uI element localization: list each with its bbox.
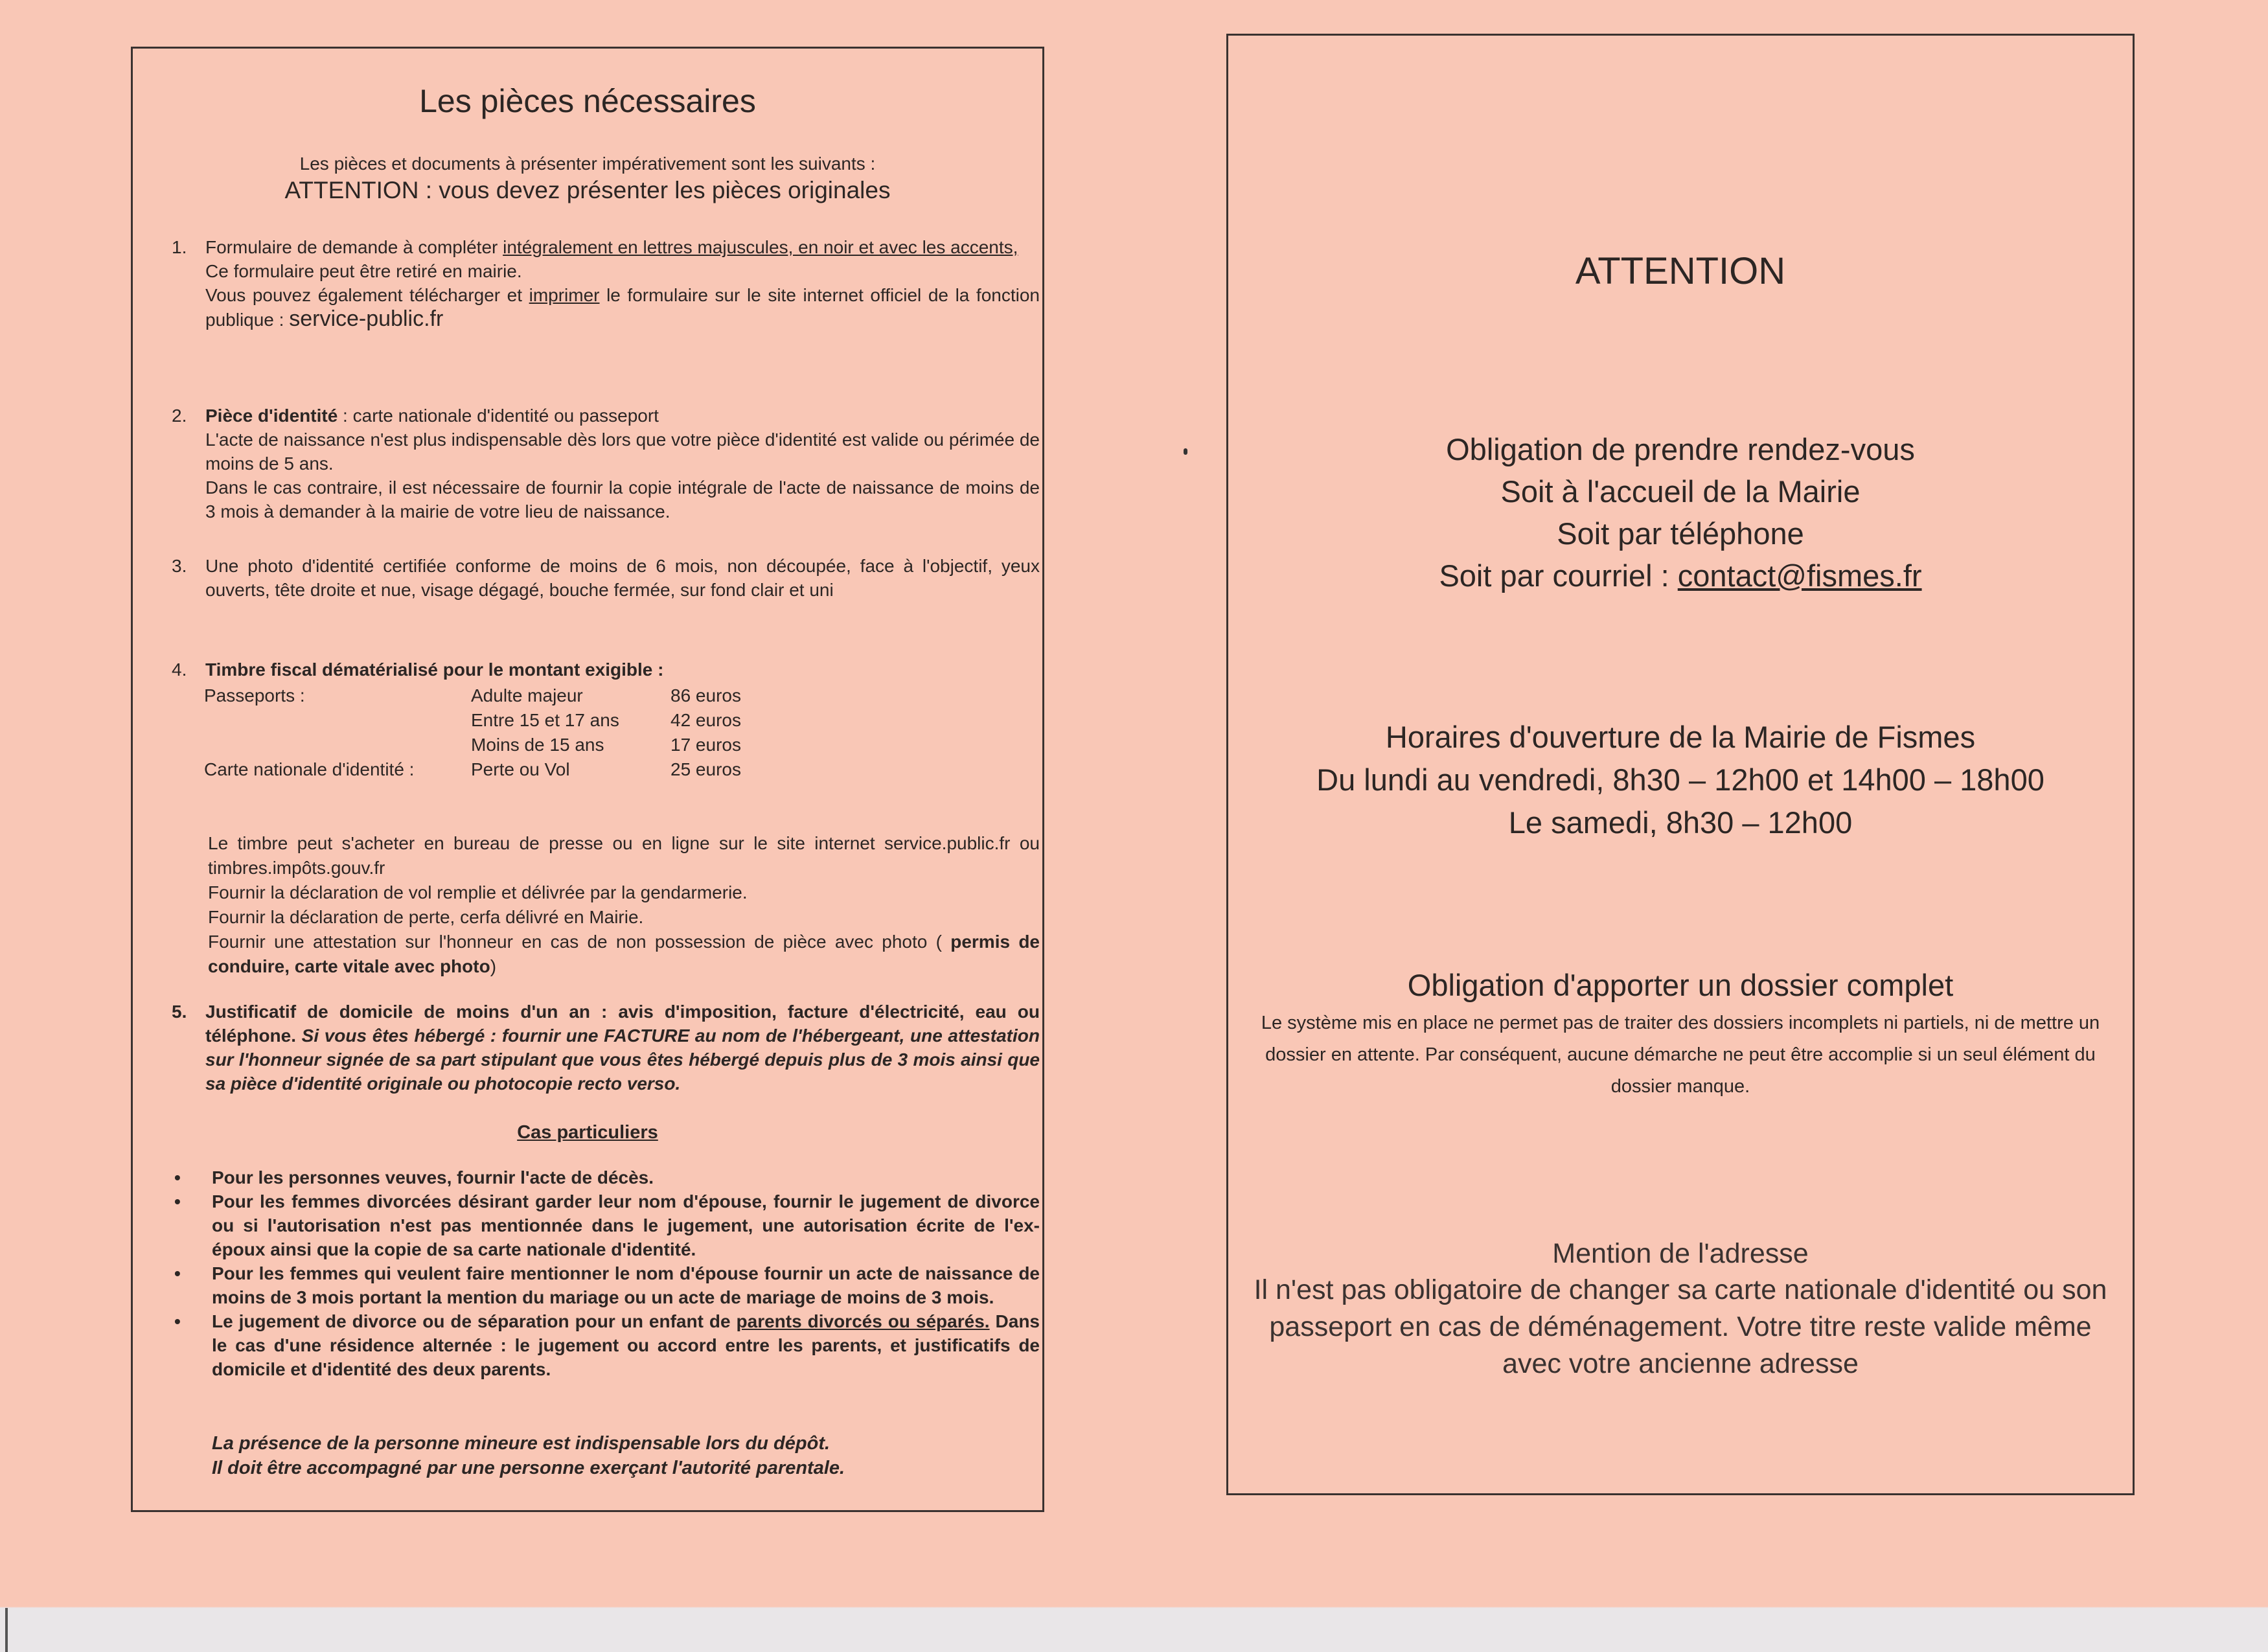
hours-line: Le samedi, 8h30 – 12h00 (1508, 805, 1853, 840)
fee-row (204, 733, 917, 757)
special-cases-title: Cas particuliers (517, 1122, 658, 1143)
bullet-icon: • (174, 1167, 181, 1187)
item-number: 4. (172, 660, 187, 680)
email-link[interactable]: contact@fismes.fr (1677, 558, 1922, 593)
fee-amount: 17 euros (670, 735, 741, 755)
bullet-icon: • (174, 1191, 181, 1211)
bullet-text: Le jugement de divorce ou de séparation pour un enfant de (212, 1311, 737, 1331)
fee-type: Carte nationale d'identité : (204, 759, 415, 779)
list-item (174, 1261, 1040, 1309)
fee-amount: 42 euros (670, 710, 741, 730)
list-item-residence (172, 1000, 1040, 1096)
list-item-tax-stamp (172, 658, 1040, 682)
special-cases-list (174, 1165, 1040, 1381)
item-heading: Timbre fiscal dématérialisé pour le montant exigible : (205, 660, 664, 680)
final-note: La présence de la personne mineure est indispensable lors du dépôt. (212, 1433, 830, 1454)
note-text: Fournir la déclaration de perte, cerfa délivré en Mairie. (208, 907, 644, 927)
fee-type: Passeports : (204, 685, 305, 706)
required-documents-panel (131, 47, 1044, 1512)
item-text: Justificatif de domicile de moins d'un an : avis d'imposition, facture d'électricité, eau ou téléphone. (205, 1002, 1040, 1046)
underlined-text: intégralement en lettres majuscules, en noir et avec les accents, (503, 237, 1018, 257)
note-text: Fournir la déclaration de vol remplie et délivrée par la gendarmerie. (208, 882, 748, 902)
note-bold: permis de conduire, carte vitale avec photo (208, 932, 1040, 976)
list-item (174, 1309, 1040, 1381)
bullet-text: Pour les femmes divorcées désirant garder leur nom d'épouse, fournir le jugement de divorce ou si l'autorisation n'est pas mentionnée dans le jugement, une autorisation écrite de l'ex-époux ainsi que la copie de sa carte nationale d'identité. (212, 1191, 1040, 1259)
opening-hours-block (1228, 716, 2133, 844)
address-mention-heading: Mention de l'adresse (1552, 1238, 1809, 1269)
fee-category: Adulte majeur (471, 685, 583, 706)
scanner-edge (0, 1594, 2268, 1652)
bullet-icon: • (174, 1311, 181, 1331)
bullet-text: Dans le cas d'une résidence alternée : le jugement ou accord entre les parents, et justificatifs de domicile et d'identité des deux parents. (212, 1311, 1040, 1379)
item-number: 3. (172, 556, 187, 576)
item-text: Une photo d'identité certifiée conforme de moins de 6 mois, non découpée, face à l'objectif, yeux ouverts, tête droite et nue, visage dégagé, bouche fermée, sur fond clair et uni (205, 556, 1040, 600)
item-text: : carte nationale d'identité ou passeport (338, 406, 659, 426)
fee-amount: 86 euros (670, 685, 741, 706)
attention-panel (1226, 34, 2135, 1495)
item-italic-text: Si vous êtes hébergé : fournir une FACTURE au nom de l'hébergeant, une attestation sur l'honneur signée de sa part stipulant que vous êtes hébergé depuis plus de 3 mois ainsi que sa pièce d'identité originale ou photocopie recto verso. (205, 1026, 1040, 1094)
fee-row (204, 757, 917, 782)
panel-title: Les pièces nécessaires (419, 83, 756, 119)
hours-line: Horaires d'ouverture de la Mairie de Fismes (1385, 720, 1976, 754)
bullet-icon: • (174, 1263, 181, 1283)
fee-category: Entre 15 et 17 ans (471, 710, 619, 730)
intro-text: Les pièces et documents à présenter impérativement sont les suivants : (299, 154, 876, 174)
item-text: Vous pouvez également télécharger et (205, 285, 529, 305)
item-number: 1. (172, 237, 187, 257)
appointment-line: Soit par téléphone (1557, 516, 1804, 551)
item-text: le formulaire sur le site internet officiel de la fonction publique : (205, 285, 1040, 330)
item-text: Ce formulaire peut être retiré en mairie. (205, 261, 522, 281)
note-text: Le timbre peut s'acheter en bureau de presse ou en ligne sur le site internet service.public.fr ou timbres.impôts.gouv.fr (208, 833, 1040, 878)
list-item (174, 1189, 1040, 1261)
item-text: Dans le cas contraire, il est nécessaire de fournir la copie intégrale de l'acte de naissance de moins de 3 mois à demander à la mairie de votre lieu de naissance. (205, 477, 1040, 522)
complete-file-text: Le système mis en place ne permet pas de traiter des dossiers incomplets ni partiels, ni de mettre un dossier en attente. Par conséquent, aucune démarche ne peut être accomplie si un seul élément du dossier manque. (1261, 1013, 2100, 1097)
list-item-photo (172, 554, 1040, 602)
appointment-line: Soit à l'accueil de la Mairie (1500, 474, 1861, 509)
list-item-identity (172, 404, 1040, 523)
bullet-text: Pour les personnes veuves, fournir l'acte de décès. (212, 1167, 654, 1187)
list-item (174, 1165, 1040, 1189)
minor-presence-note (212, 1431, 1028, 1480)
fee-row (204, 708, 917, 733)
scanner-strip (5, 1608, 8, 1652)
fee-amount: 25 euros (670, 759, 741, 779)
appointment-block (1228, 428, 2133, 597)
item-heading: Pièce d'identité (205, 406, 338, 426)
note-text: ) (490, 956, 497, 976)
address-mention-text: Il n'est pas obligatoire de changer sa carte nationale d'identité ou son passeport en cas de déménagement. Votre titre reste valide même avec votre ancienne adresse (1254, 1274, 2107, 1379)
fee-category: Perte ou Vol (471, 759, 570, 779)
stamp-notes (208, 831, 1040, 979)
fee-row (204, 683, 917, 708)
hours-line: Du lundi au vendredi, 8h30 – 12h00 et 14h00 – 18h00 (1316, 763, 2045, 797)
list-item-form (172, 235, 1040, 332)
underlined-text: parents divorcés ou séparés. (736, 1311, 990, 1331)
originals-warning: ATTENTION : vous devez présenter les pièces originales (284, 177, 891, 203)
item-number: 5. (172, 1002, 187, 1022)
complete-file-heading: Obligation d'apporter un dossier complet (1407, 968, 1954, 1002)
item-text: Formulaire de demande à compléter (205, 237, 503, 257)
item-number: 2. (172, 406, 187, 426)
appointment-line: Obligation de prendre rendez-vous (1446, 432, 1915, 466)
underlined-text: imprimer (529, 285, 600, 305)
note-text: Fournir une attestation sur l'honneur en cas de non possession de pièce avec photo ( (208, 932, 951, 952)
attention-heading: ATTENTION (1575, 250, 1786, 292)
scan-speck (1184, 448, 1187, 455)
final-note: Il doit être accompagné par une personne exerçant l'autorité parentale. (212, 1458, 845, 1478)
bullet-text: Pour les femmes qui veulent faire mentionner le nom d'épouse fournir un acte de naissance de moins de 3 mois portant la mention du mariage ou un acte de mariage de moins de 3 mois. (212, 1263, 1040, 1307)
fee-category: Moins de 15 ans (471, 735, 604, 755)
fee-table (204, 683, 917, 782)
item-text: L'acte de naissance n'est plus indispensable dès lors que votre pièce d'identité est valide ou périmée de moins de 5 ans. (205, 430, 1040, 474)
website-link[interactable]: service-public.fr (289, 306, 444, 331)
appointment-line: Soit par courriel : (1439, 558, 1678, 593)
